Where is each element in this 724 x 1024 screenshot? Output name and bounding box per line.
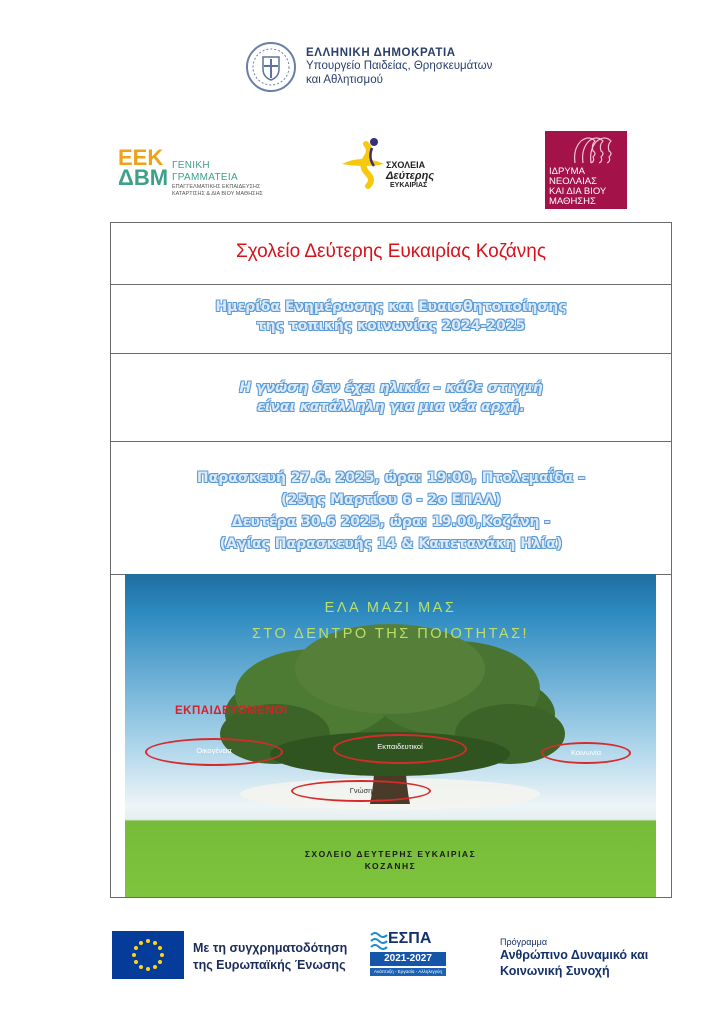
poster-learners-label: ΕΚΠΑΙΔΕΥΟΜΕΝΟΙ bbox=[175, 705, 288, 717]
motto-line-2: είναι κατάλληλη για μια νέα αρχή. bbox=[257, 399, 525, 415]
sde-line-1: ΣΧΟΛΕΙΑ bbox=[386, 160, 426, 170]
programme-name-2: Κοινωνική Συνοχή bbox=[500, 964, 610, 978]
sde-line-3: ΕΥΚΑΙΡΙΑΣ bbox=[390, 182, 428, 189]
date-line-1: Παρασκευή 27.6. 2025, ώρα: 19:00, Πτολεμαΐδα – bbox=[196, 470, 586, 486]
event-row bbox=[111, 285, 671, 354]
date-line-2: (25ης Μαρτίου 6 - 2ο ΕΠΑΛ) bbox=[281, 492, 501, 508]
oval-family bbox=[145, 738, 283, 766]
gg-mark-bottom: ΔΒΜ bbox=[118, 165, 169, 190]
sde-line-2: Δεύτερης bbox=[386, 170, 435, 182]
faces-icon bbox=[545, 131, 627, 167]
second-chance-schools-logo bbox=[336, 134, 446, 190]
poster-headline-1: ΕΛΑ ΜΑΖΙ ΜΑΣ bbox=[324, 600, 457, 616]
espa-logo bbox=[370, 930, 446, 978]
ministry-line-3: και Αθλητισμού bbox=[306, 74, 383, 86]
poster-footer-2: ΚΟΖΑΝΗΣ bbox=[364, 861, 417, 871]
poster-headline-2: ΣΤΟ ΔΕΝΤΡΟ ΤΗΣ ΠΟΙΟΤΗΤΑΣ! bbox=[251, 626, 530, 642]
inedivim-line-4: ΜΑΘΗΣΗΣ bbox=[549, 196, 596, 207]
inedivim-logo bbox=[545, 131, 627, 209]
school-title: Σχολείο Δεύτερης Ευκαιρίας Κοζάνης bbox=[235, 241, 547, 262]
oval-roots-label: Γνώση bbox=[349, 786, 373, 795]
espa-years: 2021-2027 bbox=[370, 952, 446, 966]
oval-society bbox=[541, 742, 631, 764]
gg-title-1: ΓΕΝΙΚΗ bbox=[172, 160, 210, 171]
motto-line-1: Η γνώση δεν έχει ηλικία – κάθε στιγμή bbox=[239, 380, 543, 396]
oval-family-label: Οικογένεια bbox=[196, 746, 232, 755]
dates-row bbox=[111, 442, 671, 575]
poster-footer-1: ΣΧΟΛΕΙΟ ΔΕΥΤΕΡΗΣ ΕΥΚΑΙΡΙΑΣ bbox=[304, 849, 477, 859]
eu-line-2: της Ευρωπαϊκής Ένωσης bbox=[193, 958, 346, 972]
date-line-4: (Αγίας Παρασκευής 14 & Καπετανάκη Ηλία) bbox=[219, 536, 563, 552]
event-title-1: Ημερίδα Ενημέρωσης και Ευαισθητοποίησης bbox=[215, 299, 567, 315]
oval-roots bbox=[291, 780, 431, 802]
oval-teachers-label: Εκπαιδευτικοί bbox=[377, 742, 423, 751]
espa-tagline: Ανάπτυξη - Εργασία - Αλληλεγγύη bbox=[370, 968, 446, 976]
event-title-2: της τοπικής κοινωνίας 2024-2025 bbox=[256, 318, 526, 334]
programme-text bbox=[500, 937, 648, 979]
ministry-header bbox=[246, 42, 492, 92]
oval-society-label: Κοινωνία bbox=[570, 748, 602, 757]
greek-coat-of-arms-icon bbox=[246, 42, 296, 92]
inedivim-line-2: ΝΕΟΛΑΙΑΣ bbox=[549, 176, 597, 187]
gg-title-2: ΓΡΑΜΜΑΤΕΙΑ bbox=[172, 172, 238, 183]
eu-flag-icon bbox=[112, 931, 184, 979]
inedivim-line-3: ΚΑΙ ΔΙΑ ΒΙΟΥ bbox=[549, 186, 607, 197]
school-row bbox=[111, 223, 671, 285]
ministry-line-1: ΕΛΛΗΝΙΚΗ ΔΗΜΟΚΡΑΤΙΑ bbox=[306, 47, 456, 59]
inedivim-line-1: ΙΔΡΥΜΑ bbox=[549, 166, 585, 177]
espa-waves-icon bbox=[370, 930, 388, 950]
eu-line-1: Με τη συγχρηματοδότηση bbox=[193, 941, 348, 955]
general-secretariat-logo bbox=[118, 145, 268, 204]
motto-row bbox=[111, 354, 671, 442]
tree-poster bbox=[125, 574, 656, 897]
gg-subtitle: ΕΠΑΓΓΕΛΜΑΤΙΚΗΣ ΕΚΠΑΙΔΕΥΣΗΣ ΚΑΤΑΡΤΙΣΗΣ & ΔΙΑ ΒΙΟΥ ΜΑΘΗΣΗΣ bbox=[172, 184, 263, 197]
date-line-3: Δευτέρα 30.6 2025, ώρα: 19.00,Κοζάνη - bbox=[231, 514, 551, 530]
programme-name-1: Ανθρώπινο Δυναμικό και bbox=[500, 948, 649, 962]
oval-teachers bbox=[333, 734, 467, 764]
programme-label: Πρόγραμμα bbox=[500, 937, 548, 947]
espa-name: ΕΣΠΑ bbox=[388, 930, 432, 947]
gg-mark-top: ΕΕΚ bbox=[118, 145, 164, 170]
eu-cofunding-text bbox=[193, 940, 347, 974]
ministry-line-2: Υπουργείο Παιδείας, Θρησκευμάτων bbox=[306, 60, 493, 72]
